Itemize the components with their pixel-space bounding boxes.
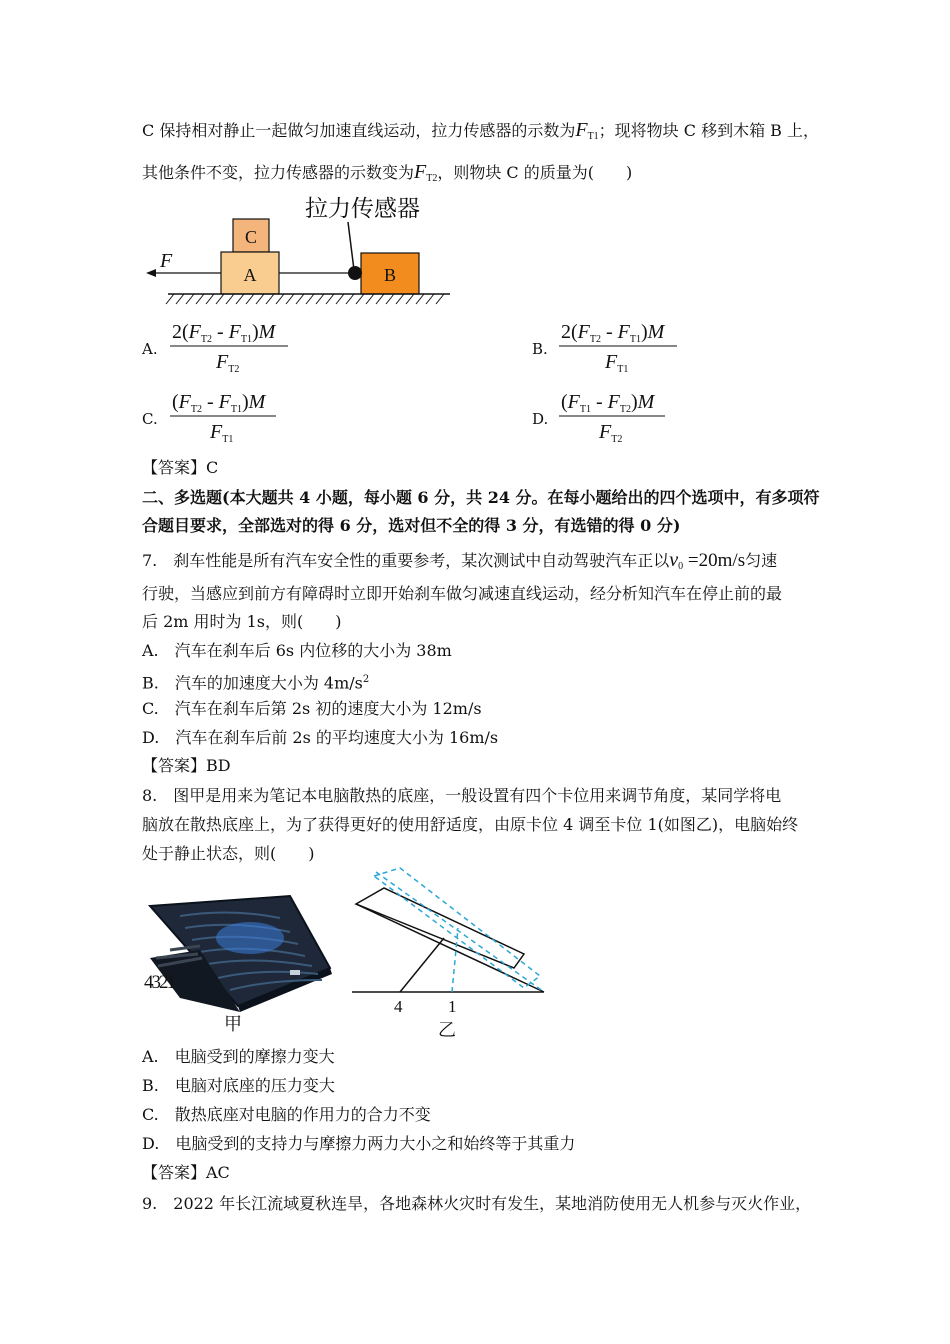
q6-line2-text: 其他条件不变，拉力传感器的示数变为 [142,163,415,182]
q6-answer: 【答案】C [142,458,219,477]
ft1-symbol: $F_{T1}$ [575,119,599,142]
q7-option-b: B. 汽车的加速度大小为 $4m/s^2$ [142,673,370,693]
q6-option-b-label: B. [532,340,548,358]
stand-logo [290,970,300,975]
q6-option-b-formula [557,316,687,376]
v0-value: =20m/s [683,550,746,571]
slot-1-label: 1 [448,997,457,1016]
slot-numbers: 4321 [144,972,174,993]
laptop-dashed [374,868,540,988]
support-leg-1 [452,928,458,992]
q8-line-2: 脑放在散热底座上，为了获得更好的使用舒适度，由原卡位 4 调至卡位 1(如图乙)，电脑始终 [142,815,799,834]
section2-header-line1: 二、多选题(本大题共 4 小题，每小题 6 分，共 24 分。在每小题给出的四个选项中，有多项符 [142,488,820,507]
v0-symbol: $v_0$ [669,549,684,572]
q6-line2-text-end: ，则物块 C 的质量为( ) [437,163,633,182]
q6-line-2 [142,160,632,191]
q8-option-b: B. 电脑对底座的压力变大 [142,1076,335,1095]
q6-option-d-label: D. [532,410,549,428]
q8-line-1: 8. 图甲是用来为笔记本电脑散热的底座，一般设置有四个卡位用来调节角度，某同学将电 [142,786,782,805]
force-arrowhead [146,269,156,277]
svg-text:FT2: $F_{T2}$ [599,421,623,445]
svg-text:FT1: $F_{T1}$ [210,421,234,445]
q6-line-1 [142,118,819,149]
panel-slope-dashed [376,872,544,992]
q7-answer: 【答案】BD [142,756,231,775]
q6-line1-text: C 保持相对静止一起做匀加速直线运动，拉力传感器的示数为 [142,121,576,140]
q6-option-d-formula [557,386,677,446]
q6-option-a-formula [168,316,298,376]
q7-line-2: 行驶，当感应到前方有障碍时立即开始刹车做匀减速直线运动，经分析知汽车在停止前的最 [142,584,783,603]
svg-text:FT2: $F_{T2}$ [216,351,240,375]
laptop-solid [356,888,524,968]
q8-answer: 【答案】AC [142,1163,230,1182]
q8-line-3: 处于静止状态，则( ) [142,844,315,863]
q8-option-c: C. 散热底座对电脑的作用力的合力不变 [142,1105,431,1124]
fig-yi-label: 乙 [438,1020,456,1040]
q7-line1-text: 7. 刹车性能是所有汽车安全性的重要参考，某次测试中自动驾驶汽车正以 [142,551,670,570]
q7-line1-text-end: 匀速 [745,551,778,570]
svg-text:(FT1 - FT2)M: $(F_{T1} - F_{T2})M$ [561,391,655,415]
panel-slope-solid [356,904,544,992]
sensor-pointer [348,222,354,270]
q7-line-1 [142,548,777,579]
block-c-label: C [244,227,258,247]
block-a-label: A [243,265,257,285]
q7-option-c: C. 汽车在刹车后第 2s 初的速度大小为 12m/s [142,699,482,718]
fig-jia-label: 甲 [224,1014,242,1034]
q8-option-a: A. 电脑受到的摩擦力变大 [142,1047,335,1066]
block-b-label: B [383,265,397,285]
ground-hatching [166,294,444,304]
q6-figure [140,192,460,310]
sensor-label: 拉力传感器 [305,196,420,221]
q6-option-a-label: A. [142,340,158,358]
q7-option-a: A. 汽车在刹车后 6s 内位移的大小为 38m [142,641,452,660]
svg-text:FT1: $F_{T1}$ [605,351,629,375]
section2-header-line2: 合题目要求，全部选对的得 6 分，选对但不全的得 3 分，有选错的得 0 分) [142,516,681,535]
fan-light [216,922,284,954]
q9-line-1: 9. 2022 年长江流域夏秋连旱，各地森林火灾时有发生，某地消防使用无人机参与灭火作业， [142,1194,812,1213]
svg-text:2(FT2 - FT1)M: $2(F_{T2} - F_{T1})M$ [561,321,665,345]
support-leg-4 [400,938,444,992]
sensor-dot [348,266,362,280]
q6-option-c-label: C. [142,410,158,428]
ft2-symbol: $F_{T2}$ [414,161,438,184]
force-label: F [160,250,173,272]
slot-4-label: 4 [394,997,403,1016]
q6-line1-text-end: ；现将物块 C 移到木箱 B 上， [598,121,820,140]
q7-line-3: 后 2m 用时为 1s，则( ) [142,612,342,631]
angle-diagram [348,866,548,1042]
q8-option-d: D. 电脑受到的支持力与摩擦力两力大小之和始终等于其重力 [142,1134,576,1153]
q7-option-d: D. 汽车在刹车后前 2s 的平均速度大小为 16m/s [142,728,499,747]
q6-option-c-formula [168,386,288,446]
svg-text:(FT2 - FT1)M: $(F_{T2} - F_{T1})M$ [172,391,266,415]
svg-text:2(FT2 - FT1)M: $2(F_{T2} - F_{T1})M$ [172,321,276,345]
laptop-stand-figure [140,888,340,1038]
